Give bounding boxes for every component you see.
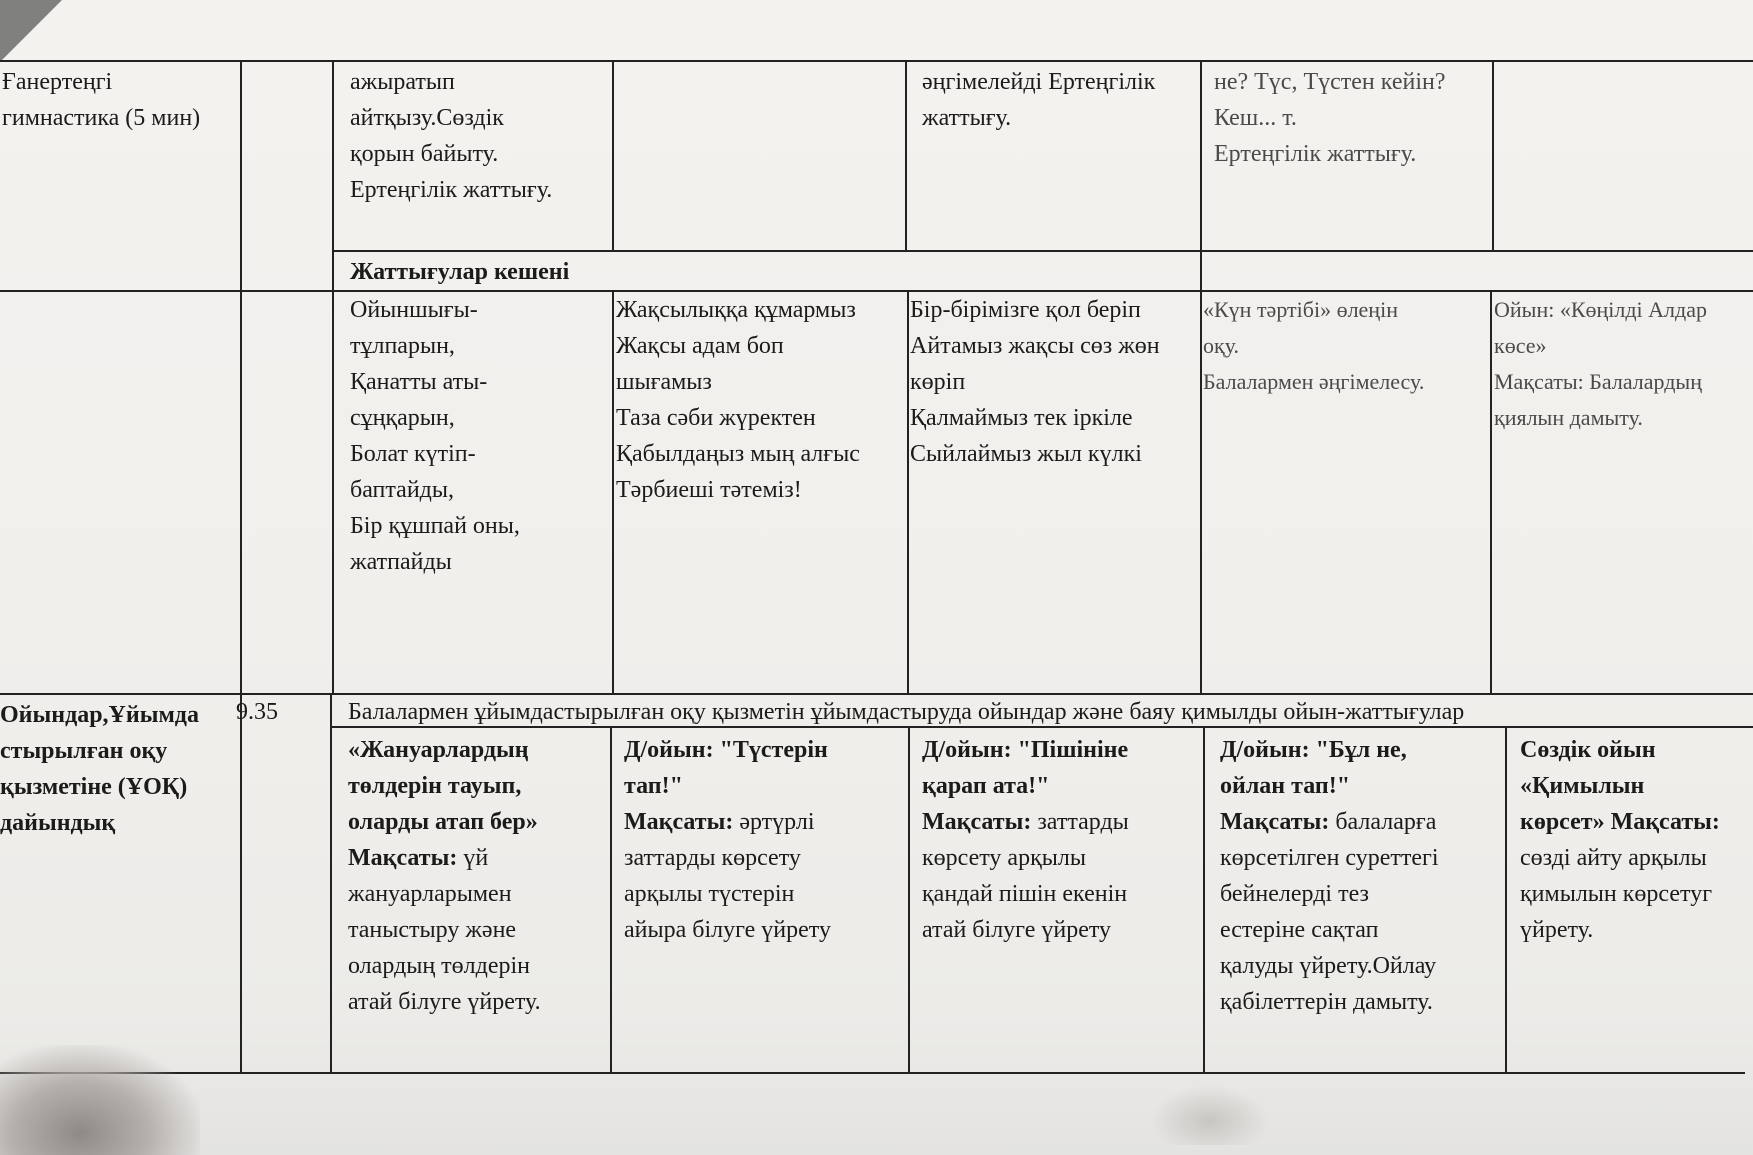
goal-label: Мақсаты:	[1220, 809, 1330, 835]
text-line: сұңқарын,	[350, 405, 455, 431]
grid-line	[612, 290, 614, 693]
game-title-line: Сөздік ойын	[1520, 737, 1656, 763]
game-title-line: ойлан тап!"	[1220, 773, 1351, 799]
morning-cell-1	[350, 64, 610, 208]
text-line: шығамыз	[616, 369, 712, 395]
text-line: тұлпарын,	[350, 333, 455, 359]
text-line: қалуды үйрету.Ойлау	[1220, 953, 1437, 979]
grid-line	[332, 250, 1753, 252]
morning-cell-4	[1214, 64, 1490, 172]
goal-label: көрсет» Мақсаты:	[1520, 809, 1720, 835]
text-line: ажыратып	[350, 69, 455, 95]
text-line: не? Түс, Түстен кейін?	[1214, 69, 1446, 95]
complex-cell-5	[1494, 292, 1753, 436]
text-line: Балалармен әңгімелесу.	[1203, 369, 1425, 394]
morning-label-line: гимнастика (5 мин)	[2, 105, 201, 131]
text-line: естеріне сақтап	[1220, 917, 1379, 943]
text-line: Ертеңгілік жаттығу.	[350, 177, 553, 203]
grid-line	[1492, 60, 1494, 250]
text-line: Қабылдаңыз мың алғыс	[616, 441, 860, 467]
goal-label: Мақсаты:	[624, 809, 734, 835]
text-line: жануарларымен	[348, 881, 512, 907]
games-cell-2	[624, 732, 906, 948]
text-line: жаттығу.	[922, 105, 1012, 131]
games-cell-4	[1220, 732, 1503, 1020]
morning-label-cell	[2, 64, 238, 136]
grid-line	[612, 60, 614, 250]
complex-cell-2	[616, 292, 906, 508]
text-line: Ойыншығы-	[350, 297, 478, 323]
text-line: олардың төлдерін	[348, 953, 531, 979]
text-line: айыра білуге үйрету	[624, 917, 831, 943]
text-line: арқылы түстерін	[624, 881, 795, 907]
text-line: заттарды көрсету	[624, 845, 801, 871]
text-line: оқу.	[1203, 333, 1239, 358]
grid-line	[330, 693, 332, 1072]
text-line: Болат күтіп-	[350, 441, 476, 467]
game-title-line: Д/ойын: "Пішініне	[922, 737, 1129, 763]
complex-cell-4	[1203, 292, 1489, 400]
complex-cell-3	[910, 292, 1200, 472]
text-line: қорын байыту.	[350, 141, 499, 167]
grid-line	[0, 1072, 1745, 1074]
text-line: қимылын көрсетуг	[1520, 881, 1713, 907]
grid-line	[907, 290, 909, 693]
games-label-line: қызметіне (ҰОҚ)	[0, 774, 188, 800]
grid-line	[1200, 60, 1202, 693]
grid-line	[1505, 726, 1507, 1072]
games-cell-5	[1520, 732, 1753, 948]
text-line: Ойын: «Көңілді Алдар	[1494, 297, 1707, 322]
text-line: Бір-бірімізге қол беріп	[910, 297, 1141, 323]
grid-line	[240, 60, 242, 1072]
grid-line	[332, 60, 334, 693]
goal-text: үй	[457, 845, 489, 871]
text-line: көрсету арқылы	[922, 845, 1086, 871]
games-cell-3	[922, 732, 1202, 948]
text-line: Қалмаймыз тек іркіле	[910, 405, 1133, 431]
games-label-line: Ойындар,Ұйымда	[0, 702, 199, 728]
text-line: жатпайды	[350, 549, 452, 575]
page-smudge	[1150, 1085, 1270, 1145]
complex-header	[350, 254, 1200, 290]
text-line: Таза сәби жүректен	[616, 405, 816, 431]
text-line: «Күн тәртібі» өлеңін	[1203, 297, 1398, 322]
games-time	[236, 694, 330, 730]
goal-text: заттарды	[1031, 809, 1129, 835]
text-line: көріп	[910, 369, 966, 395]
goal-text: әртүрлі	[733, 809, 815, 835]
game-title-line: тап!"	[624, 773, 683, 799]
text-line: таныстыру және	[348, 917, 517, 943]
game-title-line: «Жануарлардың	[348, 737, 529, 763]
text-line: баптайды,	[350, 477, 455, 503]
grid-line	[0, 60, 1753, 62]
folded-corner	[0, 0, 62, 62]
text-line: сөзді айту арқылы	[1520, 845, 1707, 871]
text-line: қиялын дамыту.	[1494, 405, 1643, 430]
text-line: Ертеңгілік жаттығу.	[1214, 141, 1417, 167]
text-line: бейнелерді тез	[1220, 881, 1369, 907]
text-line: Жақсы адам боп	[616, 333, 784, 359]
text-line: Қанатты аты-	[350, 369, 488, 395]
games-header-text: Балалармен ұйымдастырылған оқу қызметін ұйымдастыруда ойындар және баяу қимылды ойын-жаттығулар	[348, 699, 1465, 725]
text-line: Тәрбиеші тәтеміз!	[616, 477, 802, 503]
text-line: Айтамыз жақсы сөз жөн	[910, 333, 1160, 359]
grid-line	[1490, 290, 1492, 693]
text-line: Сыйлаймыз жыл күлкі	[910, 441, 1142, 467]
games-header	[348, 694, 1753, 730]
grid-line	[1203, 726, 1205, 1072]
text-line: әңгімелейді Ертеңгілік	[922, 69, 1156, 95]
text-line: қандай пішін екенін	[922, 881, 1128, 907]
goal-text: балаларға	[1329, 809, 1437, 835]
text-line: атай білуге үйрету	[922, 917, 1112, 943]
text-line: үйрету.	[1520, 917, 1594, 943]
morning-label-line: Ғанертеңгі	[2, 69, 113, 95]
goal-label: Мақсаты:	[348, 845, 458, 871]
goal-label: Мақсаты:	[922, 809, 1032, 835]
text-line: қабілеттерін дамыту.	[1220, 989, 1433, 1015]
finger-shadow	[0, 1045, 200, 1155]
game-title-line: Д/ойын: "Түстерін	[624, 737, 828, 763]
game-title-line: оларды атап бер»	[348, 809, 538, 835]
text-line: Бір құшпай оны,	[350, 513, 520, 539]
text-line: айтқызу.Сөздік	[350, 105, 504, 131]
games-time-text: 9.35	[236, 699, 278, 725]
games-label-cell	[0, 697, 238, 841]
morning-cell-3	[922, 64, 1198, 136]
game-title-line: төлдерін тауып,	[348, 773, 522, 799]
games-label-line: дайындық	[0, 810, 116, 836]
game-title-line: қарап ата!"	[922, 773, 1050, 799]
game-title-line: «Қимылын	[1520, 773, 1645, 799]
grid-line	[610, 726, 612, 1072]
text-line: Мақсаты: Балалардың	[1494, 369, 1702, 394]
text-line: көрсетілген суреттегі	[1220, 845, 1439, 871]
games-cell-1	[348, 732, 608, 1020]
game-title-line: Д/ойын: "Бұл не,	[1220, 737, 1407, 763]
text-line: көсе»	[1494, 333, 1547, 358]
text-line: Кеш... т.	[1214, 105, 1297, 131]
text-line: атай білуге үйрету.	[348, 989, 541, 1015]
text-line: Жақсылыққа құмармыз	[616, 297, 856, 323]
complex-cell-1	[350, 292, 610, 580]
complex-header-text: Жаттығулар кешені	[350, 259, 570, 285]
grid-line	[905, 60, 907, 250]
grid-line	[908, 726, 910, 1072]
games-label-line: стырылған оқу	[0, 738, 168, 764]
